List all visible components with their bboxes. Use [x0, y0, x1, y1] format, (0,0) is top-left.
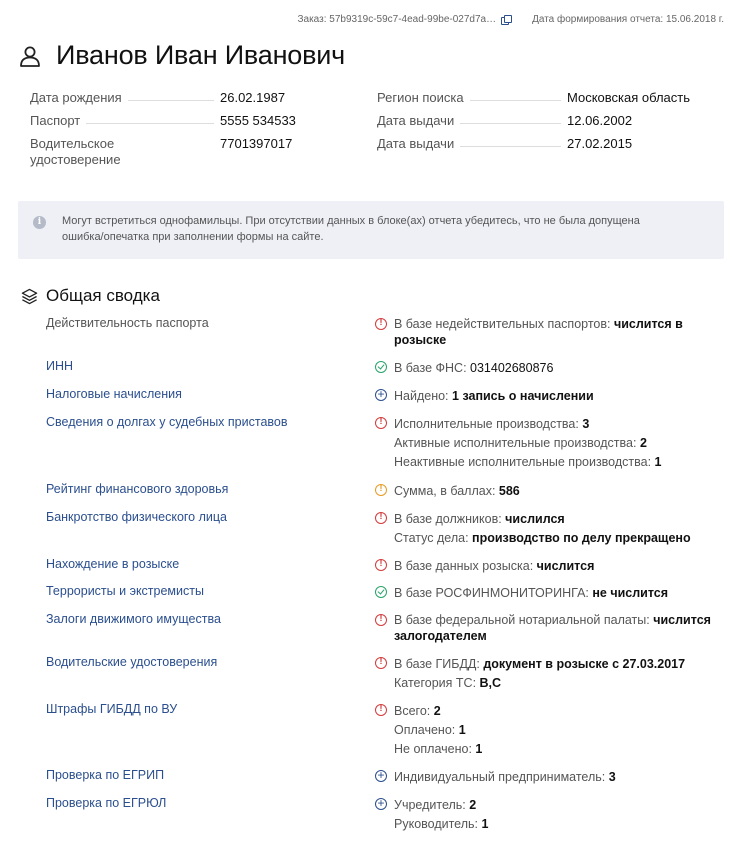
plus-icon	[375, 798, 387, 810]
summary-item-link[interactable]: Проверка по ЕГРИП	[46, 768, 165, 782]
detail-row	[30, 113, 330, 136]
warning-icon	[375, 484, 387, 496]
summary-item-detail	[394, 387, 724, 406]
summary-item-name: Действительность паспорта	[46, 316, 209, 330]
detail-text: Категория ТС:	[394, 676, 480, 690]
summary-item-detail	[394, 415, 724, 472]
summary-item-link[interactable]: Сведения о долгах у судебных приставов	[46, 415, 288, 429]
detail-value: 5555 534533	[220, 113, 296, 128]
detail-value: 2	[433, 704, 441, 718]
detail-text: Активные исполнительные производства:	[394, 436, 640, 450]
detail-value: 26.02.1987	[220, 90, 286, 105]
detail-value: Московская область	[567, 90, 691, 105]
copy-icon[interactable]	[501, 15, 510, 24]
detail-value: 2	[639, 436, 647, 450]
detail-text: Исполнительные производства:	[394, 417, 583, 431]
alert-icon	[375, 512, 387, 524]
report-meta	[297, 14, 724, 25]
detail-value: числился	[505, 512, 565, 526]
summary-item-link[interactable]: Штрафы ГИБДД по ВУ	[46, 702, 178, 716]
detail-text: Руководитель:	[394, 817, 482, 831]
order-id: 57b9319c-59c7-4ead-99be-027d7a…	[329, 14, 497, 25]
detail-text: Сумма, в баллах:	[394, 484, 499, 498]
notice-banner	[18, 201, 724, 259]
order-info	[297, 14, 496, 25]
summary-item-detail	[394, 316, 724, 348]
layers-icon	[21, 288, 38, 305]
detail-value: залогодателем	[394, 629, 487, 643]
detail-value: числится в	[613, 317, 683, 331]
alert-icon	[375, 318, 387, 330]
detail-value: 7701397017	[220, 136, 293, 151]
summary-item-link[interactable]: Нахождение в розыске	[46, 557, 180, 571]
detail-row	[377, 90, 717, 113]
plus-icon	[375, 389, 387, 401]
detail-value: розыске	[394, 333, 447, 347]
detail-text: Индивидуальный предприниматель:	[394, 770, 609, 784]
user-icon	[18, 44, 42, 68]
detail-value: числится	[536, 559, 595, 573]
detail-text: В базе недействительных паспортов:	[394, 317, 614, 331]
alert-icon	[375, 614, 387, 626]
detail-label: удостоверение	[30, 152, 121, 167]
detail-row	[30, 90, 330, 113]
summary-item-link[interactable]: Залоги движимого имущества	[46, 612, 221, 626]
alert-icon	[375, 417, 387, 429]
detail-text: Статус дела:	[394, 531, 473, 545]
report-date-label: Дата формирования отчета:	[532, 14, 664, 25]
summary-item-detail	[394, 584, 724, 603]
check-icon	[375, 586, 387, 598]
notice-text-2: ошибка/опечатка при заполнении формы на сайте.	[62, 231, 324, 243]
summary-item-detail	[394, 655, 724, 693]
summary-item-link[interactable]: Банкротство физического лица	[46, 510, 227, 524]
detail-value: 1	[654, 455, 662, 469]
summary-item-detail	[394, 702, 724, 759]
detail-value: 1	[475, 742, 483, 756]
summary-item-detail	[394, 482, 724, 501]
detail-text: В базе РОСФИНМОНИТОРИНГА:	[394, 586, 593, 600]
details-left	[30, 90, 330, 176]
summary-title: Общая сводка	[46, 286, 160, 305]
alert-icon	[375, 704, 387, 716]
summary-item-link[interactable]: Рейтинг финансового здоровья	[46, 482, 229, 496]
detail-value: числится	[653, 613, 711, 627]
detail-value: 1	[458, 723, 466, 737]
detail-value: 031402680876	[470, 361, 554, 375]
detail-text: Оплачено:	[394, 723, 459, 737]
detail-label: Регион поиска	[377, 90, 464, 105]
report-date: 15.06.2018 г.	[665, 14, 724, 25]
detail-text: В базе федеральной нотариальной палаты:	[394, 613, 654, 627]
detail-label: Водительское	[30, 136, 115, 151]
notice-text-1: Могут встретиться однофамильцы. При отсутствии данных в блоке(ах) отчета убедитесь, что не была допущена	[62, 215, 640, 227]
detail-text: Найдено:	[394, 389, 453, 403]
summary-item-link[interactable]: Террористы и экстремисты	[46, 584, 204, 598]
detail-row	[377, 113, 717, 136]
detail-label: Дата выдачи	[377, 136, 455, 151]
detail-label: Паспорт	[30, 113, 81, 128]
info-icon: i	[33, 216, 46, 229]
detail-value: 2	[469, 798, 477, 812]
summary-item-detail	[394, 796, 724, 834]
detail-row	[377, 136, 717, 159]
detail-value: 1	[481, 817, 489, 831]
summary-item-link[interactable]: Водительские удостоверения	[46, 655, 218, 669]
detail-value: не числится	[592, 586, 669, 600]
detail-value: 12.06.2002	[567, 113, 633, 128]
detail-label: Дата рождения	[30, 90, 122, 105]
detail-label: Дата выдачи	[377, 113, 455, 128]
detail-text: В базе ФНС:	[394, 361, 471, 375]
detail-value: 27.02.2015	[567, 136, 633, 151]
summary-item-detail	[394, 612, 724, 644]
detail-value: 586	[498, 484, 520, 498]
person-name: Иванов Иван Иванович	[56, 40, 345, 70]
detail-text: В базе данных розыска:	[394, 559, 537, 573]
detail-value: производство по делу прекращено	[472, 531, 691, 545]
details-right	[377, 90, 717, 159]
summary-item-detail	[394, 557, 724, 576]
detail-value: 3	[608, 770, 616, 784]
detail-text: Неактивные исполнительные производства:	[394, 455, 655, 469]
summary-item-link[interactable]: Налоговые начисления	[46, 387, 182, 401]
person-header	[18, 40, 345, 71]
detail-value: 1 запись о начислении	[452, 389, 594, 403]
summary-item-link[interactable]: Проверка по ЕГРЮЛ	[46, 796, 167, 810]
detail-text: Всего:	[394, 704, 434, 718]
alert-icon	[375, 559, 387, 571]
plus-icon	[375, 770, 387, 782]
summary-item-detail	[394, 359, 724, 378]
summary-item-detail	[394, 510, 724, 548]
summary-item-detail	[394, 768, 724, 787]
detail-value: B,C	[479, 676, 502, 690]
detail-row	[30, 136, 330, 176]
detail-value: документ в розыске с 27.03.2017	[483, 657, 686, 671]
detail-text: Учредитель:	[394, 798, 470, 812]
detail-text: В базе ГИБДД:	[394, 657, 484, 671]
summary-header	[21, 286, 160, 306]
detail-value: 3	[582, 417, 590, 431]
detail-text: В базе должников:	[394, 512, 506, 526]
detail-text: Не оплачено:	[394, 742, 476, 756]
summary-item-link[interactable]: ИНН	[46, 359, 74, 373]
order-label: Заказ:	[297, 14, 327, 25]
alert-icon	[375, 657, 387, 669]
check-icon	[375, 361, 387, 373]
